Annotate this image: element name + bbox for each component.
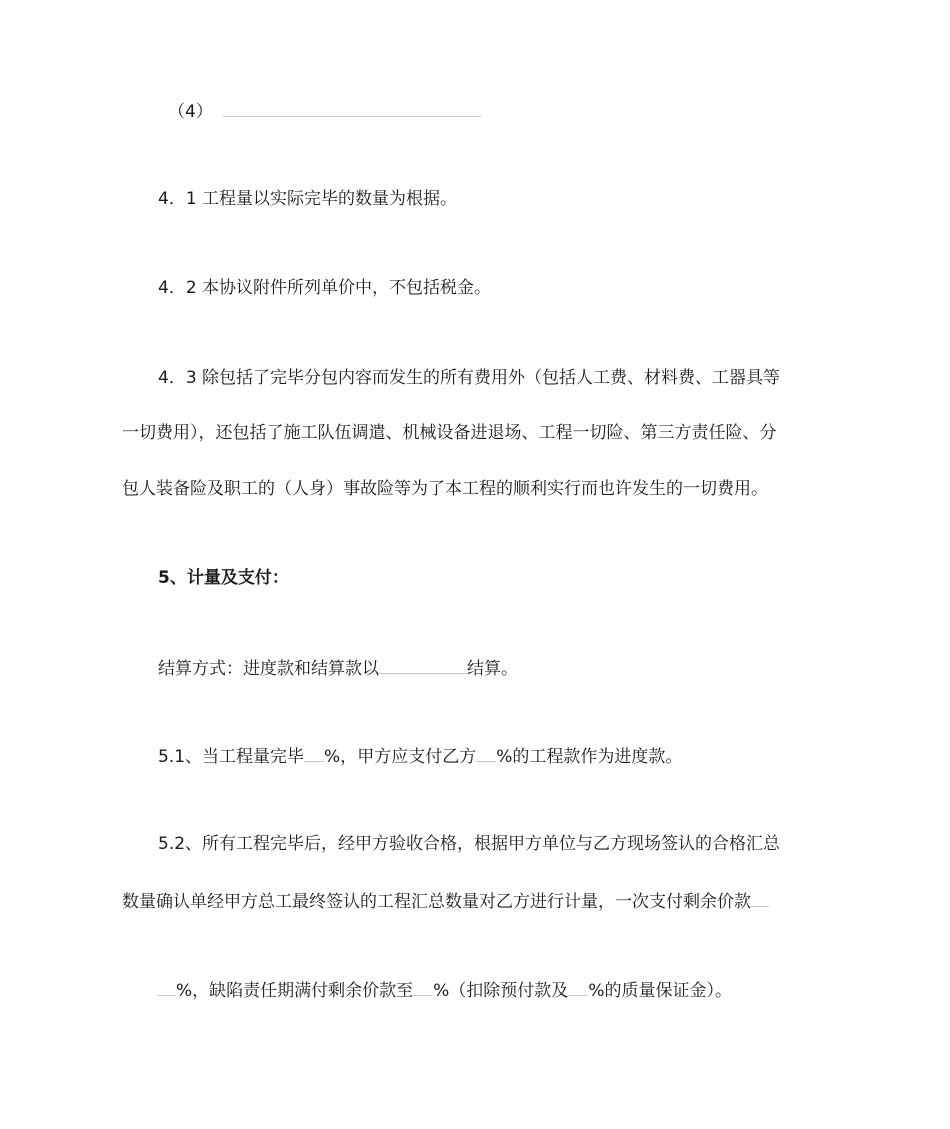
clause-4-1: 4．1 工程量以实际完毕的数量为根据。 [158,189,458,209]
section-5-heading: 5、计量及支付： [158,568,289,588]
clause-5-1-text-a: 5.1、当工程量完毕 [158,747,305,767]
clause-5-1-text-b: %，甲方应支付乙方 [324,747,477,767]
clause-5-2-line-2 [122,888,769,912]
clause-5-2-line-1: 5.2、所有工程完毕后，经甲方验收合格，根据甲方单位与乙方现场签认的合格汇总 [158,834,781,854]
settlement-text-b: 结算。 [467,659,518,679]
clause-5-1 [158,743,682,767]
clause-5-2-blank-1 [751,888,769,907]
clause-5-1-blank-1 [304,743,324,762]
clause-5-2-text-a: %，缺陷责任期满付剩余价款至 [176,981,414,1001]
clause-4-2: 4．2 本协议附件所列单价中，不包括税金。 [158,278,492,298]
settlement-method [158,655,518,679]
clause-4-3-line-1: 4．3 除包括了完毕分包内容而发生的所有费用外（包括人工费、材料费、工器具等 [158,368,781,388]
clause-5-1-text-c: %的工程款作为进度款。 [496,747,683,767]
clause-5-2-blank-4 [568,977,588,996]
item-4-blank [223,98,481,117]
clause-4-3-line-3: 包人装备险及职工的（人身）事故险等为了本工程的顺利实行而也许发生的一切费用。 [122,479,768,499]
settlement-text-a: 结算方式：进度款和结算款以 [158,659,379,679]
clause-4-3-line-2: 一切费用），还包括了施工队伍调遣、机械设备进退场、工程一切险、第三方责任险、分 [122,423,777,443]
clause-5-2-blank-2 [158,977,176,996]
item-4-label: （4） [168,102,213,122]
clause-5-2-line-3 [158,977,732,1001]
clause-5-2-blank-3 [413,977,433,996]
clause-5-1-blank-2 [476,743,496,762]
clause-5-2-line-2-text: 数量确认单经甲方总工最终签认的工程汇总数量对乙方进行计量，一次支付剩余价款 [122,892,751,912]
clause-5-2-text-c: %的质量保证金）。 [588,981,732,1001]
settlement-blank [379,655,467,674]
clause-5-2-text-b: %（扣除预付款及 [433,981,569,1001]
item-4-row [168,98,481,122]
